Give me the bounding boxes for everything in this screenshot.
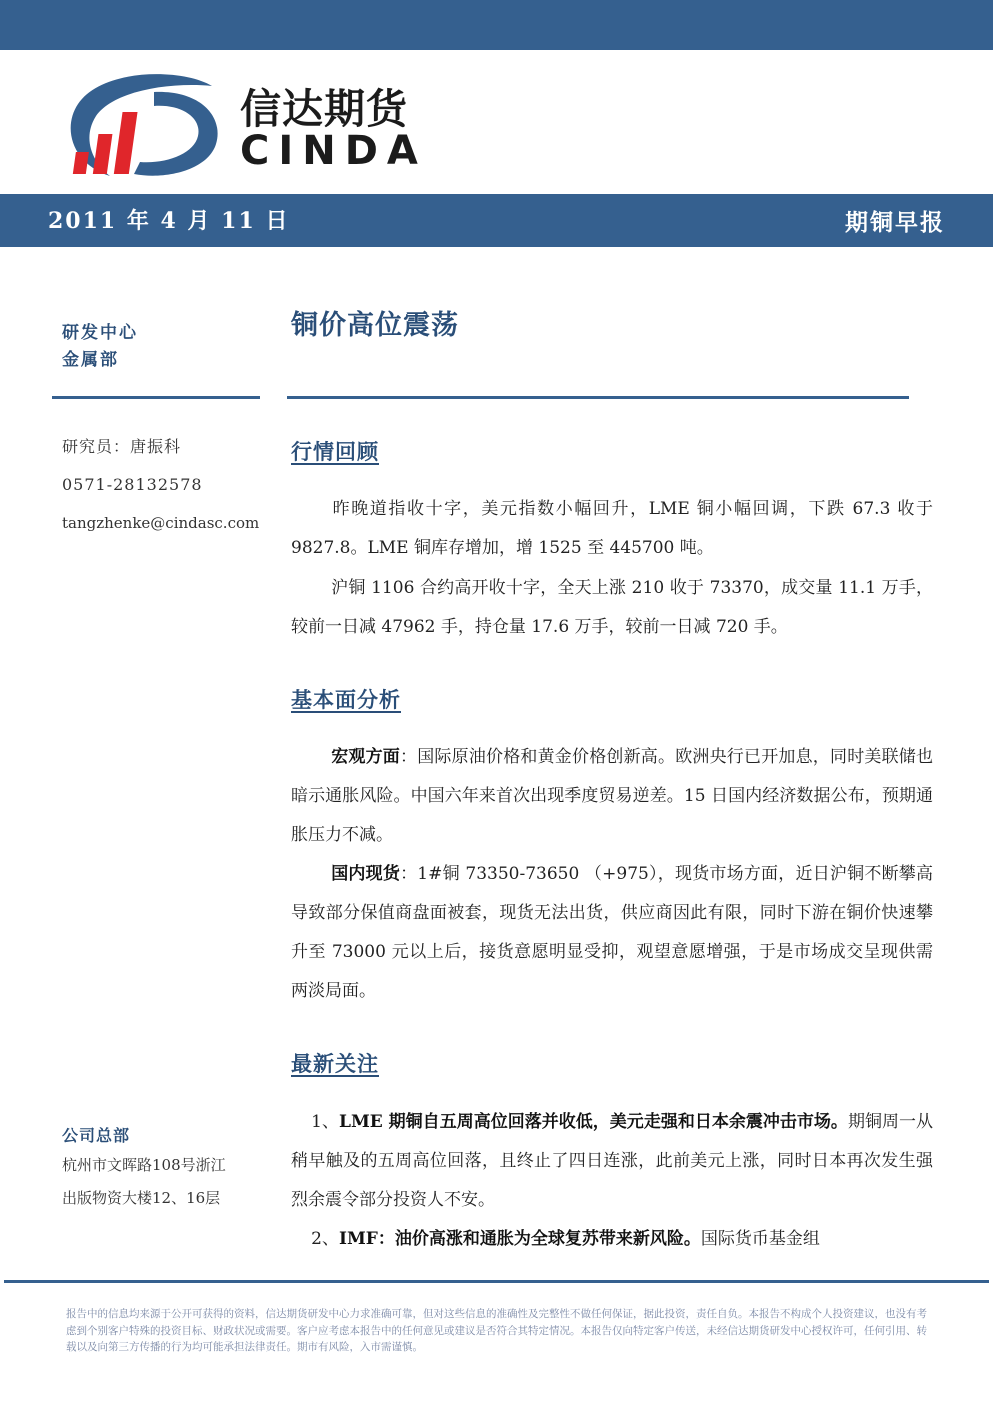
sidebar-divider (52, 396, 260, 399)
spot-text: ：1#铜 73350-73650 （+975），现货市场方面，近日沪铜不断攀高导致部分保值商盘面被套，现货无法出货，供应商因此有限，同时下游在铜价快速攀升至 73000 元以上后，接货意愿明显受抑，观望意愿增强，于是市场成交呈现供需两淡局面。 (291, 864, 933, 1001)
headquarters-address-2: 出版物资大楼12、16层 (62, 1189, 221, 1207)
spot-paragraph (291, 855, 933, 1011)
logo-english-name: CINDA (240, 128, 427, 174)
section-title-latest-focus: 最新关注 (291, 1051, 379, 1076)
section-title-market-review: 行情回顾 (291, 439, 379, 464)
cinda-logo (62, 66, 447, 182)
dept-metals: 金属部 (62, 350, 119, 370)
macro-text: ：国际原油价格和黄金价格创新高。欧洲央行已开加息，同时美联储也暗示通胀风险。中国六年来首次出现季度贸易逆差。15 日国内经济数据公布，预期通胀压力不减。 (291, 747, 933, 845)
market-review-text-2: 沪铜 1106 合约高开收十字，全天上涨 210 收于 73370，成交量 11.1 万手，较前一日减 47962 手，持仓量 17.6 万手，较前一日减 720 手。 (291, 578, 933, 637)
news-item-1-text: 期铜周一从稍早触及的五周高位回落，且终止了四日连涨，此前美元上涨，同时日本再次发生强烈余震令部分投资人不安。 (291, 1112, 933, 1210)
page-title: 铜价高位震荡 (291, 310, 459, 341)
analyst-name: 研究员：唐振科 (62, 437, 182, 456)
report-type: 期铜早报 (845, 209, 945, 236)
market-review-paragraph-2 (291, 569, 933, 647)
news-item-2-number: 2、 (311, 1229, 339, 1249)
section-title-fundamentals: 基本面分析 (291, 687, 401, 712)
logo-chinese-name: 信达期货 (240, 85, 408, 133)
headquarters-title: 公司总部 (62, 1126, 131, 1145)
market-review-text-1: 昨晚道指收十字，美元指数小幅回升，LME 铜小幅回调，下跌 67.3 收于 9827.8。LME 铜库存增加，增 1525 至 445700 吨。 (291, 499, 933, 558)
market-review-paragraph-1 (291, 490, 933, 568)
logo-mark-icon (62, 66, 237, 182)
analyst-email: tangzhenke@cindasc.com (62, 514, 260, 532)
spot-label: 国内现货 (331, 864, 401, 884)
macro-paragraph (291, 738, 933, 855)
news-item-2-text: 国际货币基金组 (700, 1229, 820, 1249)
macro-label: 宏观方面 (331, 747, 400, 767)
news-item-2 (291, 1220, 933, 1259)
report-date: 2011 年 4 月 11 日 (48, 208, 290, 234)
news-item-1-headline: LME 期铜自五周高位回落并收低，美元走强和日本余震冲击市场。 (339, 1112, 848, 1132)
main-divider (287, 396, 909, 399)
date-banner (0, 194, 993, 247)
analyst-phone: 0571-28132578 (62, 475, 203, 494)
headquarters-address-1: 杭州市文晖路108号浙江 (62, 1156, 226, 1174)
news-item-2-headline: IMF：油价高涨和通胀为全球复苏带来新风险。 (339, 1229, 701, 1249)
news-item-1-number: 1、 (311, 1112, 339, 1132)
top-banner (0, 0, 993, 50)
disclaimer: 报告中的信息均来源于公开可获得的资料，信达期货研发中心力求准确可靠，但对这些信息的准确性及完整性不做任何保证，据此投资，责任自负。本报告不构成个人投资建议，也没有考虑到个别客户特殊的投资目标、财政状况或需要。客户应考虑本报告中的任何意见或建议是否符合其特定情况。本报告仅向特定客户传送，未经信达期货研发中心授权许可，任何引用、转载以及向第三方传播的行为均可能承担法律责任。期市有风险，入市需谨慎。 (66, 1308, 927, 1353)
footer-divider (4, 1280, 989, 1283)
news-item-1 (291, 1103, 933, 1220)
dept-research-center: 研发中心 (62, 323, 138, 343)
